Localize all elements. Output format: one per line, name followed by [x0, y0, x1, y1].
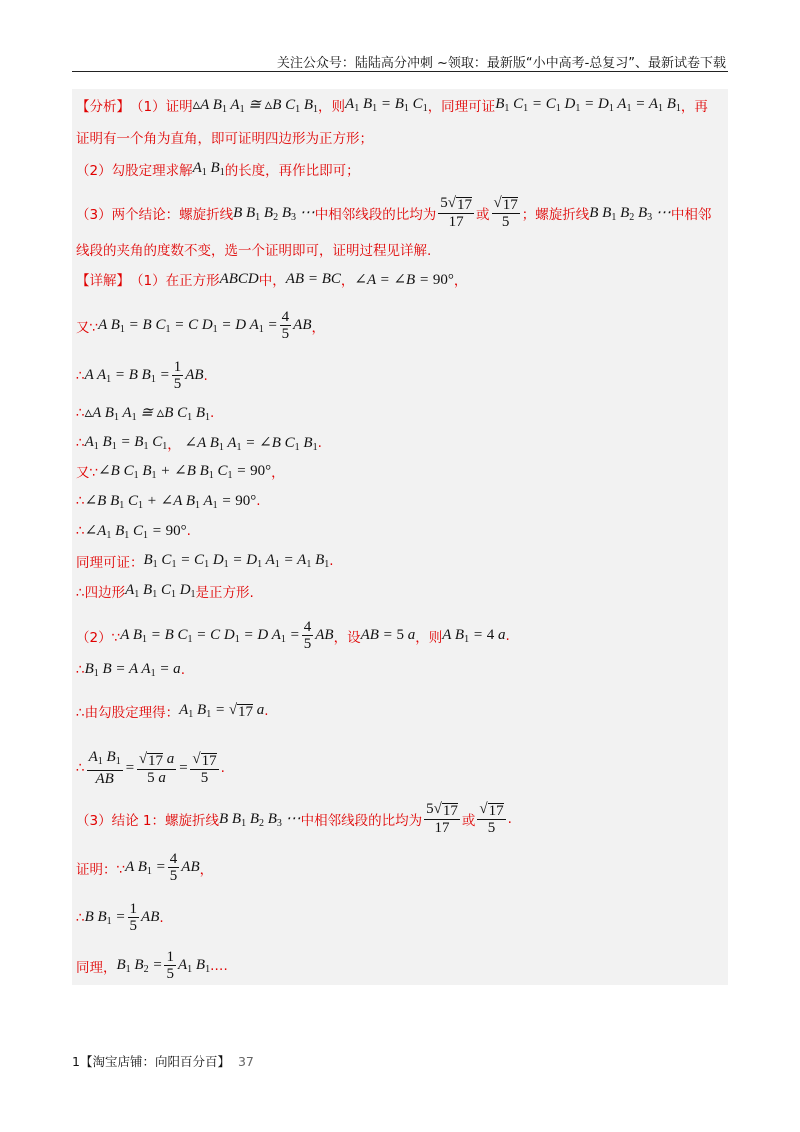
detail-line-10: ∴四边形 $A_1$ $B_1$ $C_1$ $D_1$ 是正方形. — [76, 582, 254, 601]
detail-line-11: （2）∵ A $B_1 = B$ $C_1 = C$ $D_1 = D$ $A_1$ = $\frac{4}{5}$ AB ，设 AB = 5 a ，则 A $B_1 = 4$ a . — [76, 619, 510, 652]
detail-line-8: ∴ $\angle A_1$ $B_1$ $C_1 = 90^\circ$ . — [76, 523, 191, 541]
page-number: 37 — [237, 1054, 254, 1069]
detail-line-18: 同理， $B_1$ $B_2$ = $\frac{1}{5}$ $A_1$ $B_1$ . … — [76, 949, 228, 982]
analysis-line-4: （3）两个结论：螺旋折线 B $B_1$ $B_2$ $B_3$ ⋯ 中相邻线段的比均为 5 √ 17 17 或 √ 17 5 ；螺旋折线 B $B_1$ $B_2$ $B_3$ ⋯ 中相邻 — [76, 195, 712, 230]
header-divider — [72, 71, 728, 72]
page-footer: 1【淘宝店铺：向阳百分百】 37 — [72, 1054, 254, 1069]
detail-line-17: ∴ B $B_1$ = $\frac{1}{5}$ AB . — [76, 901, 164, 934]
analysis-line-2: 证明有一个角为直角，即可证明四边形为正方形； — [76, 131, 373, 147]
detail-line-2: 又∵ A $B_1 = B$ $C_1 = C$ $D_1 = D$ $A_1$ = $\frac{4}{5}$ AB ， — [76, 309, 325, 342]
detail-line-9: 同理可证： $B_1$ $C_1 = C_1$ $D_1 = D_1$ $A_1 = A_1$ $B_1$ . — [76, 552, 334, 571]
detail-line-12: ∴ $B_1$ B = A $A_1 = a$ . — [76, 661, 185, 679]
detail-line-16: 证明：∵ A $B_1$ = $\frac{4}{5}$ AB ， — [76, 851, 214, 884]
detail-line-6: 又∵ ∠B $C_1$ $B_1$ + ∠B $B_1$ $C_1 = 90^\circ$ ， — [76, 463, 285, 481]
detail-line-1: 【详解】 （1）在正方形 ABCD 中， AB = BC ， ∠A = ∠B = 90° ， — [76, 270, 468, 289]
detail-line-5: ∴ $A_1$ $B_1 = B_1$ $C_1$ ， ∠A $B_1$ $A_1$ = ∠B $C_1$ $B_1$ . — [76, 434, 322, 453]
detail-line-15: （3）结论 1：螺旋折线 B $B_1$ $B_2$ $B_3$ ⋯ 中相邻线段的比均为 5 √ 17 17 或 √ 17 5 . — [76, 801, 512, 836]
detail-line-3: ∴ A $A_1 = B$ $B_1$ = $\frac{1}{5}$ AB . — [76, 359, 208, 392]
analysis-line-5: 线段的夹角的度数不变，选一个证明即可，证明过程见详解. — [76, 243, 432, 259]
detail-line-4: ∴ ▵A $B_1$ $A_1$ ≅ ▵B $C_1$ $B_1$ . — [76, 405, 215, 423]
detail-line-7: ∴ ∠B $B_1$ $C_1$ + ∠A $B_1$ $A_1 = 90^\circ$ . — [76, 493, 261, 511]
detail-line-13: ∴由勾股定理得： $A_1$ $B_1$ = √ 17 a . — [76, 702, 269, 721]
detail-line-14: ∴ $\frac{A_1 B_1}{AB}$ = √ 17 a 5 a = √ 17 5 . — [76, 749, 225, 787]
analysis-line-3: （2）勾股定理求解 $A_1$ $B_1$ 的长度，再作比即可； — [76, 160, 360, 179]
solution-content — [72, 89, 728, 985]
analysis-line-1: 【分析】 （1）证明 ▵A $B_1$ $A_1$ ≅ ▵B $C_1$ $B_1$ ，则 $A_1$ $B_1 = B_1$ $C_1$ ，同理可证 $B_1$ $C_1 = C_1$ $D_1 = D_1$ $A_1 = A_1$ $B_1$ ，再 — [76, 96, 708, 115]
page-header: 关注公众号：陆陆高分冲刺 ~领取：最新版“小中高考-总复习”、最新试卷下载 — [276, 56, 726, 71]
